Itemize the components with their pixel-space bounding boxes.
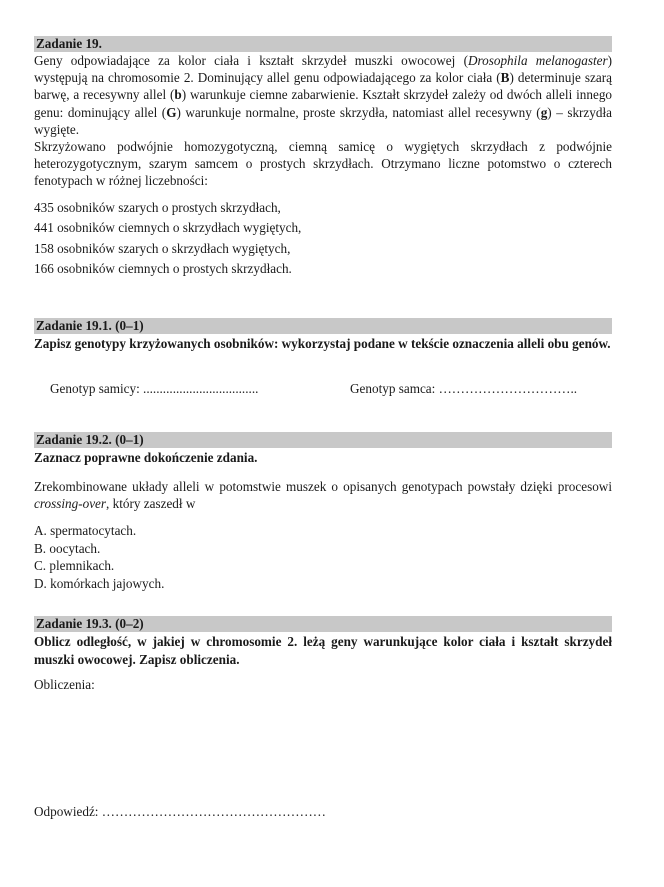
task-19-1-instruction: Zapisz genotypy krzyżowanych osobników: wykorzystaj podane w tekście oznaczenia alleli obu genów. [34, 335, 611, 351]
option-c[interactable]: C. plemnikach. [34, 558, 115, 574]
text-run: ) warunkuje ciemne zabarwienie. Kształt skrzydeł zależy od dwóch alleli innego genu: dominujący allel ( [34, 87, 613, 120]
task-19-2-stem [34, 478, 612, 512]
text-run: ) – skrzydła wygięte. [34, 104, 612, 137]
option-d[interactable]: D. komórkach jajowych. [34, 575, 165, 591]
task-19-3-header: Zadanie 19.3. (0–2) [34, 616, 612, 632]
task-19-3-instruction: Oblicz odległość, w jakiej w chromosomie 2. leżą geny warunkujące kolor ciała i kształt skrzydeł muszki owocowej. Zapisz obliczenia. [34, 634, 612, 667]
answer-options [34, 522, 612, 592]
genotype-answer-row [34, 380, 612, 398]
result-item: 158 osobników szarych o skrzydłach wygiętych, [34, 240, 291, 256]
text-run: ) występują na chromosomie 2. Dominujący allel genu odpowiadającego za kolor ciała ( [34, 53, 613, 86]
text-run: crossing-over [34, 496, 107, 512]
task-19-header: Zadanie 19. [34, 36, 612, 52]
male-genotype-field[interactable]: Genotyp samca: ………………………….. [350, 380, 578, 396]
calculations-area[interactable] [34, 693, 612, 803]
female-genotype-field[interactable]: Genotyp samicy: ................................... [50, 380, 259, 396]
option-a[interactable]: A. spermatocytach. [34, 523, 137, 539]
task-19-cross-description: Skrzyżowano podwójnie homozygotyczną, ciemną samicę o wygiętych skrzydłach z podwójnie heterozygotycznym, szarym samcem o prostych skrzydłach. Otrzymano liczne potomstwo o czterech fenotypach w różnej liczebności: [34, 139, 612, 189]
result-item: 435 osobników szarych o prostych skrzydłach, [34, 199, 281, 215]
text-run: , który zaszedł w [106, 496, 196, 512]
text-run: b [174, 87, 182, 103]
exam-page [34, 36, 612, 820]
text-run: Drosophila melanogaster [467, 53, 608, 68]
task-19-1-header: Zadanie 19.1. (0–1) [34, 318, 612, 334]
answer-field[interactable]: Odpowiedź: …………………………………………… [34, 804, 326, 820]
task-19-2-header: Zadanie 19.2. (0–1) [34, 432, 612, 448]
result-item: 441 osobników ciemnych o skrzydłach wygiętych, [34, 220, 302, 236]
text-run: g [540, 104, 548, 120]
text-run: ) warunkuje normalne, proste skrzydła, natomiast allel recesywny ( [176, 104, 541, 120]
option-b[interactable]: B. oocytach. [34, 540, 101, 556]
text-run: Geny odpowiadające za kolor ciała i kształt skrzydeł muszki owocowej ( [34, 53, 468, 68]
task-19-intro [34, 52, 612, 138]
text-run: ) determinuje szarą barwę, a recesywny allel ( [34, 70, 612, 103]
text-run: G [166, 104, 177, 120]
task-19-2-instruction: Zaznacz poprawne dokończenie zdania. [34, 449, 258, 465]
result-item: 166 osobników ciemnych o prostych skrzydłach. [34, 261, 292, 277]
calculations-label: Obliczenia: [34, 676, 95, 692]
offspring-results-list [34, 198, 612, 280]
text-run: Zrekombinowane układy alleli w potomstwie muszek o opisanych genotypach powstały dzięki procesowi [34, 479, 612, 495]
text-run: B [500, 70, 510, 86]
